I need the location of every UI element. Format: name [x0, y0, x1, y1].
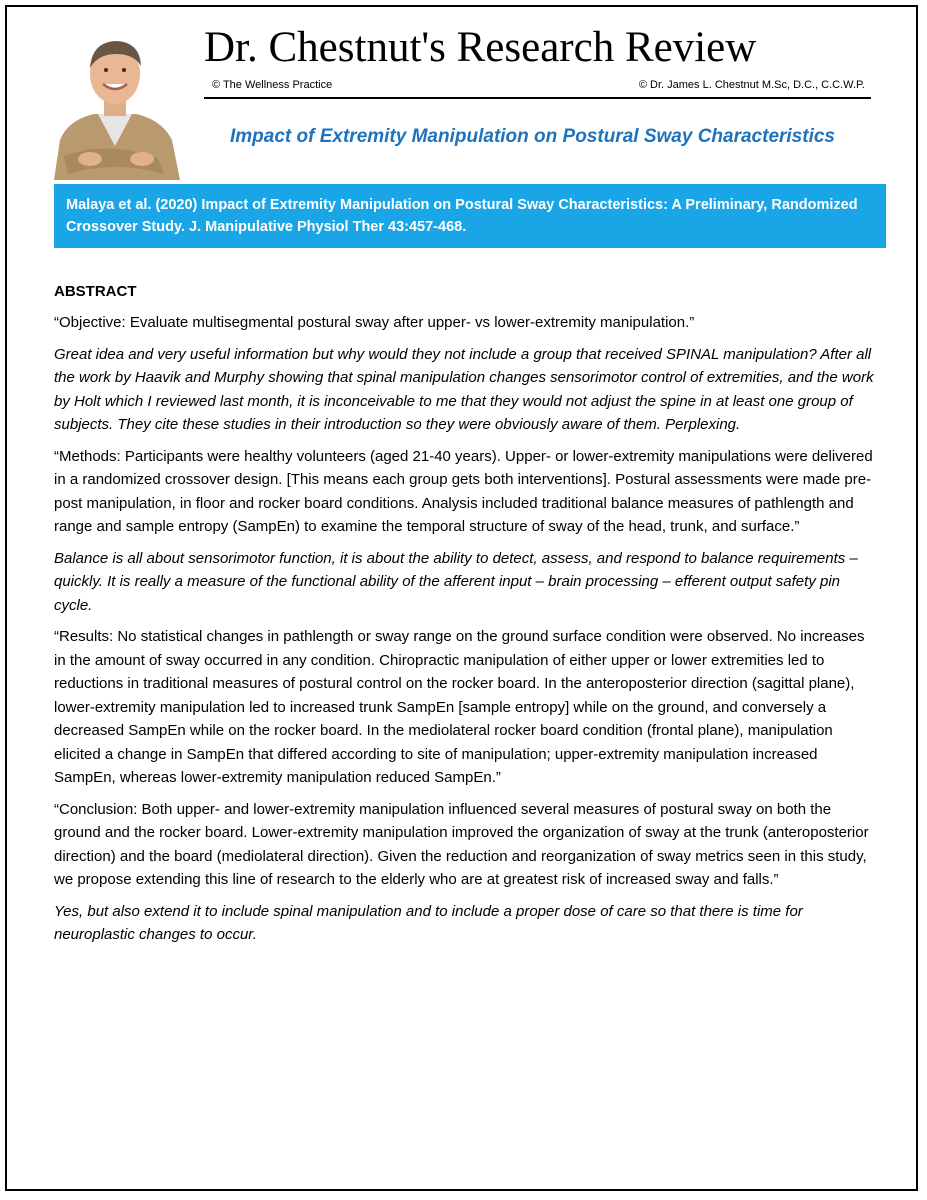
commentary-paragraph-3: Yes, but also extend it to include spinal manipulation and to include a proper dose of care so that there is time for neuroplastic changes to occur.	[54, 902, 803, 943]
abstract-heading: ABSTRACT	[54, 283, 137, 300]
copyright-practice: © The Wellness Practice	[212, 79, 333, 91]
citation-box	[54, 184, 886, 248]
conclusion-paragraph: “Conclusion: Both upper- and lower-extremity manipulation influenced several measures of postural sway on both the ground and the rocker board. Lower-extremity manipulation improved the organization of sway at the trunk (anteroposterior direction) and the board (mediolateral direction). Given the reduction and reorganization of sway metrics seen in this study, we propose extending this line of research to the elderly who are at greatest risk of increased sway and falls.”	[54, 800, 869, 888]
author-portrait-image	[46, 28, 184, 180]
citation-text: Malaya et al. (2020) Impact of Extremity Manipulation on Postural Sway Characteristics: A Preliminary, Randomized Crossover Study. J. Manipulative Physiol Ther 43:457-468.	[66, 197, 858, 235]
results-paragraph: “Results: No statistical changes in pathlength or sway range on the ground surface condition were observed. No increases in the amount of sway occurred in any condition. Chiropractic manipulation of either upper or lower extremities led to reductions in traditional measures of postural control on the rocker board. In the anteroposterior direction (sagittal plane), lower-extremity manipulation led to increased trunk SampEn [sample entropy] while on the ground, and conversely a decreased SampEn while on the rocker board. In the mediolateral rocker board condition (frontal plane), manipulation elicited a change in SampEn that differed according to site of manipulation; upper-extremity manipulation increased SampEn, whereas lower-extremity manipulation reduced SampEn.”	[54, 628, 865, 786]
article-subtitle: Impact of Extremity Manipulation on Postural Sway Characteristics	[230, 126, 835, 147]
copyright-author: © Dr. James L. Chestnut M.Sc, D.C., C.C.W.P.	[638, 79, 865, 91]
methods-paragraph: “Methods: Participants were healthy volunteers (aged 21-40 years). Upper- or lower-extremity manipulations were delivered in a randomized crossover design. [This means each group gets both interventions]. Postural assessments were made pre-post manipulation, in floor and rocker board conditions. Analysis included traditional balance measures of pathlength and range and sample entropy (SampEn) to examine the temporal structure of sway of the head, trunk, and surface.”	[54, 447, 873, 535]
objective-paragraph: “Objective: Evaluate multisegmental postural sway after upper- vs lower-extremity manipulation.”	[54, 314, 695, 331]
commentary-paragraph-2: Balance is all about sensorimotor function, it is about the ability to detect, assess, and respond to balance requirements – quickly. It is really a measure of the functional ability of the afferent input – brain processing – efferent output safety pin cycle.	[54, 549, 858, 614]
commentary-paragraph-1: Great idea and very useful information but why would they not include a group that received SPINAL manipulation? After all the work by Haavik and Murphy showing that spinal manipulation changes sensorimotor control of extremities, and the work by Holt which I reviewed last month, it is inconceivable to me that they would not adjust the spine in at least one group of subjects. They cite these studies in their introduction so they were obviously aware of them. Perplexing.	[54, 345, 874, 433]
header-rule	[204, 97, 871, 99]
author-photo	[46, 28, 184, 180]
article-body	[54, 280, 880, 955]
newsletter-title: Dr. Chestnut's Research Review	[204, 24, 757, 71]
